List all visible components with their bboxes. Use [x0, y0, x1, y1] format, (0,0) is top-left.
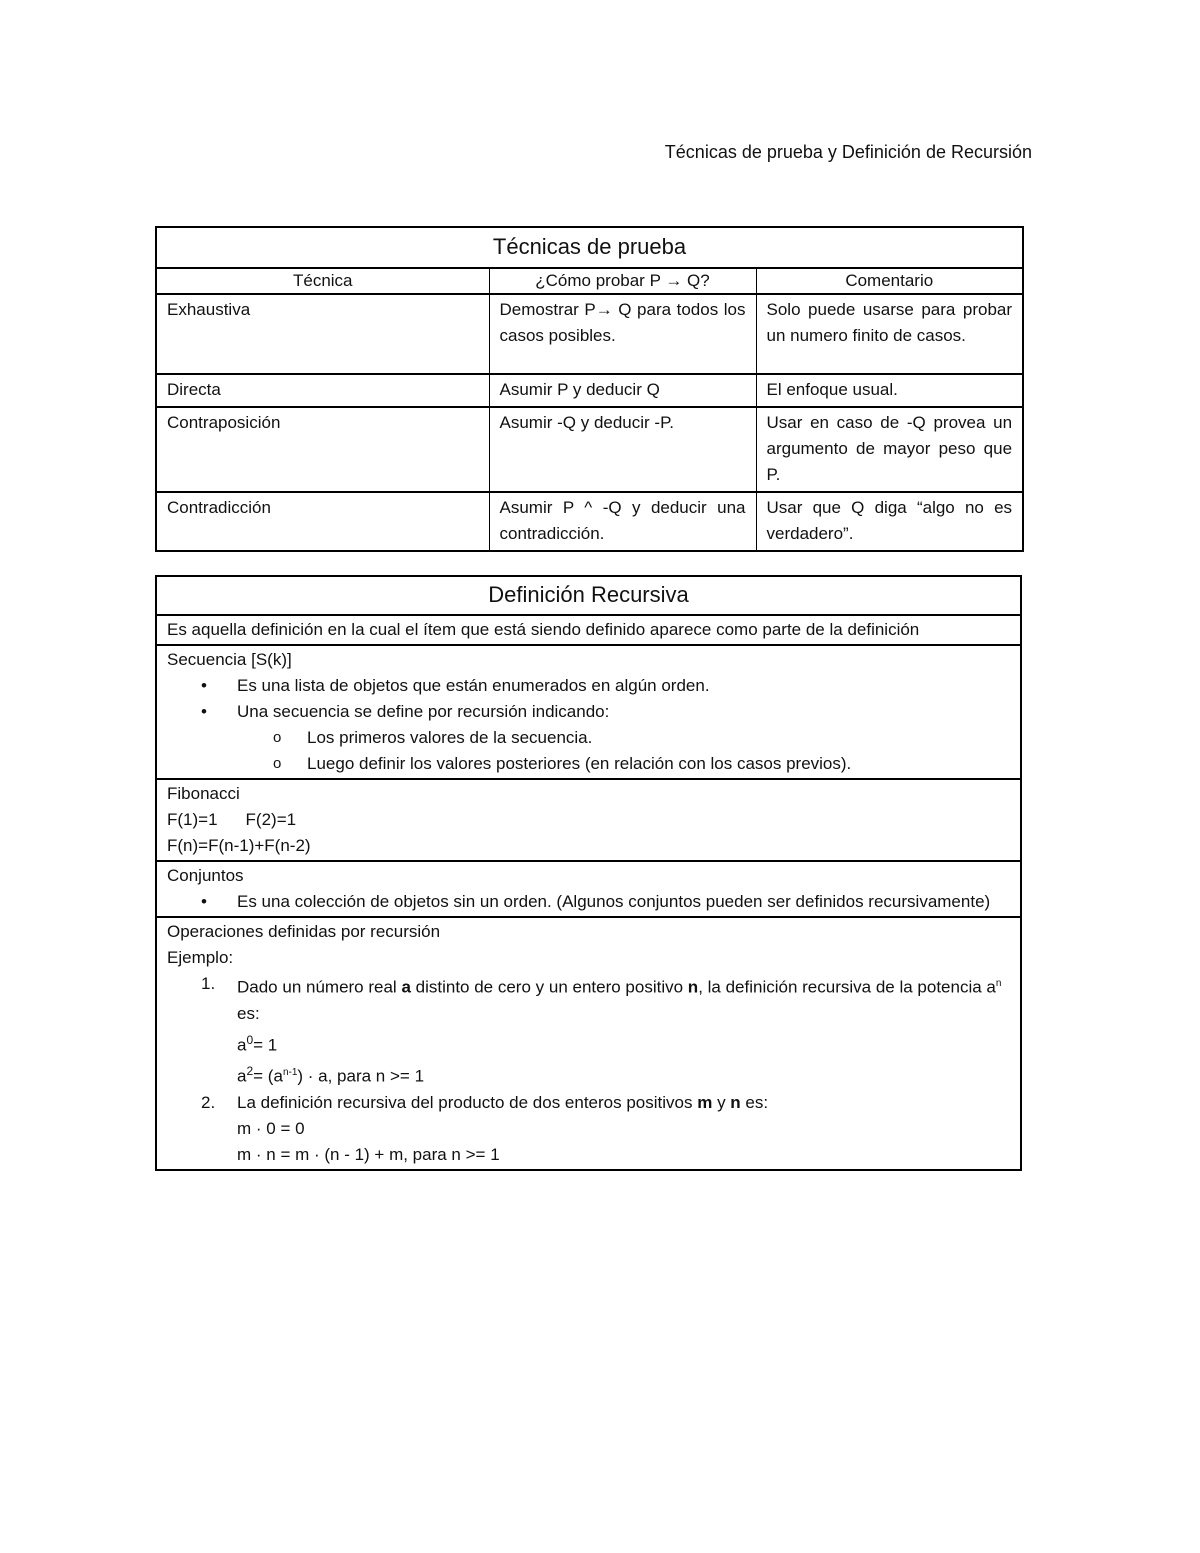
- list-item-text: Es una colección de objetos sin un orden. (Algunos conjuntos pueden ser definidos recursivamente): [237, 892, 991, 911]
- cell-como: Demostrar P→ Q para todos los casos posibles.: [489, 294, 756, 374]
- table-row: [156, 779, 1021, 861]
- conjuntos-heading: Conjuntos: [167, 866, 244, 885]
- list-item: [201, 1090, 1010, 1168]
- list-item-number: 2.: [201, 1092, 216, 1112]
- operaciones-heading: Operaciones definidas por recursión: [167, 922, 441, 941]
- producto-recursive-case: m · n = m · (n - 1) + m, para n >= 1: [237, 1144, 500, 1164]
- table-row: [156, 615, 1021, 645]
- text-fragment: , la definición recursiva de la potencia a: [698, 977, 996, 997]
- list-item: [273, 725, 1010, 751]
- tecnicas-table-title: Técnicas de prueba: [156, 227, 1023, 268]
- text-fragment: es:: [740, 1092, 769, 1112]
- table-row: [156, 861, 1021, 917]
- fibonacci-recurrence: F(n)=F(n-1)+F(n-2): [167, 836, 311, 855]
- list-item-text: Una secuencia se define por recursión indicando:: [237, 702, 610, 721]
- text-fragment: y: [712, 1092, 731, 1112]
- text-fragment: La definición recursiva del producto de dos enteros positivos: [237, 1092, 698, 1112]
- text-fragment: a: [237, 1066, 247, 1086]
- potencia-description: [237, 971, 1010, 1027]
- producto-description: [237, 1090, 1010, 1116]
- list-item: [273, 751, 1010, 777]
- column-header-tecnica: Técnica: [156, 268, 489, 294]
- text-fragment: Dado un número real: [237, 977, 402, 997]
- bullet-icon: •: [201, 892, 207, 911]
- bullet-icon: •: [201, 702, 207, 721]
- cell-tecnica: Exhaustiva: [156, 294, 489, 374]
- secuencia-sub-list: [237, 725, 1010, 777]
- table-row: [156, 407, 1023, 492]
- potencia-base-case: [237, 1027, 1010, 1059]
- cell-comentario: Usar en caso de -Q provea un argumento de mayor peso que P.: [756, 407, 1023, 492]
- variable-n: n: [687, 977, 699, 997]
- variable-m: m: [697, 1092, 713, 1112]
- superscript: 0: [246, 1032, 254, 1047]
- list-item-text: Los primeros valores de la secuencia.: [307, 728, 593, 747]
- table-row: [156, 294, 1023, 374]
- variable-n: n: [730, 1092, 741, 1112]
- text-fragment: a: [237, 1035, 247, 1055]
- superscript: n: [995, 978, 1002, 989]
- cell-como: Asumir P y deducir Q: [489, 374, 756, 407]
- cell-tecnica: Directa: [156, 374, 489, 407]
- cell-como: Asumir -Q y deducir -P.: [489, 407, 756, 492]
- operaciones-numbered-list: [167, 971, 1010, 1168]
- conjuntos-bullet-list: [167, 889, 1010, 915]
- table-row: [156, 645, 1021, 779]
- column-header-como: ¿Cómo probar P → Q?: [489, 268, 756, 294]
- secuencia-section: [156, 645, 1021, 779]
- cell-comentario: Usar que Q diga “algo no es verdadero”.: [756, 492, 1023, 551]
- page-header: Técnicas de prueba y Definición de Recursión: [664, 142, 1032, 162]
- table-row: [156, 374, 1023, 407]
- cell-tecnica: Contraposición: [156, 407, 489, 492]
- ejemplo-label: Ejemplo:: [167, 948, 234, 967]
- column-header-comentario: Comentario: [756, 268, 1023, 294]
- superscript: 2: [246, 1064, 254, 1079]
- potencia-recursive-case: [237, 1058, 1010, 1090]
- cell-tecnica: Contradicción: [156, 492, 489, 551]
- cell-comentario: Solo puede usarse para probar un numero finito de casos.: [756, 294, 1023, 374]
- list-item-text: Es una lista de objetos que están enumerados en algún orden.: [237, 676, 710, 695]
- list-item: [201, 699, 1010, 777]
- bullet-icon: •: [201, 676, 207, 695]
- text-fragment: ) · a, para n >= 1: [297, 1066, 425, 1086]
- cell-como: Asumir P ^ -Q y deducir una contradicción.: [489, 492, 756, 551]
- list-item: [201, 673, 1010, 699]
- intro-text: Es aquella definición en la cual el ítem que está siendo definido aparece como parte de la definición: [156, 615, 1021, 645]
- secuencia-bullet-list: [167, 673, 1010, 777]
- list-item: [201, 889, 1010, 915]
- superscript: n-1: [282, 1067, 298, 1079]
- producto-base-case: m · 0 = 0: [237, 1118, 305, 1138]
- fibonacci-section: [156, 779, 1021, 861]
- tecnicas-table: [155, 226, 1024, 552]
- variable-a: a: [401, 977, 411, 997]
- secuencia-heading: Secuencia [S(k)]: [167, 650, 292, 669]
- cell-comentario: El enfoque usual.: [756, 374, 1023, 407]
- fibonacci-f2: F(2)=1: [245, 810, 297, 829]
- fibonacci-base-cases: [167, 807, 1010, 833]
- list-item-text: Luego definir los valores posteriores (en relación con los casos previos).: [307, 754, 852, 773]
- text-fragment: distinto de cero y un entero positivo: [410, 977, 688, 997]
- fibonacci-f1: F(1)=1: [167, 810, 218, 829]
- table-row: [156, 492, 1023, 551]
- sub-bullet-icon: o: [273, 755, 282, 772]
- fibonacci-heading: Fibonacci: [167, 784, 240, 803]
- text-fragment: = (a: [253, 1066, 283, 1086]
- definicion-recursiva-table: [155, 575, 1022, 1171]
- sub-bullet-icon: o: [273, 729, 282, 746]
- table-row: [156, 917, 1021, 1170]
- text-fragment: es:: [237, 1003, 260, 1023]
- text-fragment: = 1: [253, 1035, 278, 1055]
- operaciones-section: [156, 917, 1021, 1170]
- conjuntos-section: [156, 861, 1021, 917]
- list-item-number: 1.: [201, 974, 216, 993]
- list-item: [201, 971, 1010, 1090]
- definicion-recursiva-title: Definición Recursiva: [156, 576, 1021, 615]
